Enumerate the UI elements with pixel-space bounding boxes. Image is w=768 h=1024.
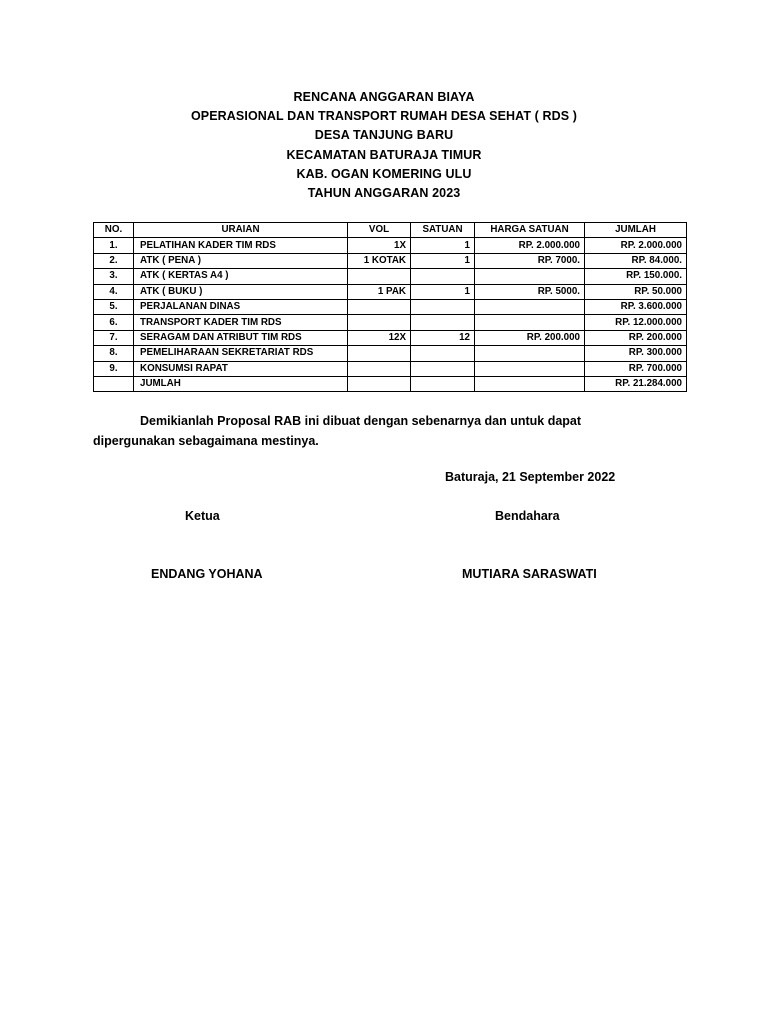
cell-uraian: ATK ( BUKU ) xyxy=(134,284,348,299)
cell-jumlah: RP. 12.000.000 xyxy=(585,315,687,330)
table-header-row xyxy=(94,223,687,238)
cell-jumlah: RP. 700.000 xyxy=(585,361,687,376)
cell-uraian: PELATIHAN KADER TIM RDS xyxy=(134,238,348,253)
cell-jumlah: RP. 3.600.000 xyxy=(585,299,687,314)
header-village: DESA TANJUNG BARU xyxy=(314,128,454,143)
cell-jumlah: RP. 150.000. xyxy=(585,269,687,284)
cell-satuan xyxy=(411,346,475,361)
table-row xyxy=(94,346,687,361)
header-subtitle: OPERASIONAL DAN TRANSPORT RUMAH DESA SEHAT ( RDS ) xyxy=(190,109,578,124)
cell-vol: 1 KOTAK xyxy=(348,253,411,268)
signature-name-right: MUTIARA SARASWATI xyxy=(462,567,597,581)
header-year: TAHUN ANGGARAN 2023 xyxy=(307,186,461,201)
cell-uraian: ATK ( PENA ) xyxy=(134,253,348,268)
cell-jumlah: RP. 200.000 xyxy=(585,330,687,345)
cell-no: 4. xyxy=(94,284,134,299)
table-row xyxy=(94,361,687,376)
cell-uraian: PEMELIHARAAN SEKRETARIAT RDS xyxy=(134,346,348,361)
cell-vol-empty xyxy=(348,376,411,391)
cell-harga: RP. 5000. xyxy=(475,284,585,299)
cell-satuan xyxy=(411,315,475,330)
cell-vol xyxy=(348,299,411,314)
column-header-no: NO. xyxy=(94,223,134,238)
signature-role-left: Ketua xyxy=(185,509,220,523)
header-regency: KAB. OGAN KOMERING ULU xyxy=(296,166,472,181)
signature-role-right: Bendahara xyxy=(495,509,560,523)
cell-harga: RP. 200.000 xyxy=(475,330,585,345)
cell-no: 6. xyxy=(94,315,134,330)
cell-vol xyxy=(348,346,411,361)
table-row xyxy=(94,284,687,299)
cell-jumlah: RP. 2.000.000 xyxy=(585,238,687,253)
cell-uraian: ATK ( KERTAS A4 ) xyxy=(134,269,348,284)
cell-harga xyxy=(475,346,585,361)
total-label: JUMLAH xyxy=(134,376,348,391)
cell-no-empty xyxy=(94,376,134,391)
cell-uraian: KONSUMSI RAPAT xyxy=(134,361,348,376)
total-value: RP. 21.284.000 xyxy=(585,376,687,391)
table-row xyxy=(94,315,687,330)
cell-jumlah: RP. 50.000 xyxy=(585,284,687,299)
table-row xyxy=(94,238,687,253)
table-row xyxy=(94,269,687,284)
cell-satuan xyxy=(411,361,475,376)
column-header-vol: VOL xyxy=(348,223,411,238)
cell-uraian: SERAGAM DAN ATRIBUT TIM RDS xyxy=(134,330,348,345)
cell-harga: RP. 7000. xyxy=(475,253,585,268)
cell-no: 9. xyxy=(94,361,134,376)
cell-no: 2. xyxy=(94,253,134,268)
cell-harga-empty xyxy=(475,376,585,391)
cell-uraian: PERJALANAN DINAS xyxy=(134,299,348,314)
cell-vol xyxy=(348,315,411,330)
cell-no: 8. xyxy=(94,346,134,361)
header-title: RENCANA ANGGARAN BIAYA xyxy=(293,90,475,104)
cell-no: 3. xyxy=(94,269,134,284)
closing-line-1: Demikianlah Proposal RAB ini dibuat dengan sebenarnya dan untuk dapat xyxy=(140,414,582,428)
cell-uraian: TRANSPORT KADER TIM RDS xyxy=(134,315,348,330)
cell-vol: 1 PAK xyxy=(348,284,411,299)
cell-harga xyxy=(475,269,585,284)
cell-no: 7. xyxy=(94,330,134,345)
signature-name-left: ENDANG YOHANA xyxy=(151,567,263,581)
cell-satuan: 12 xyxy=(411,330,475,345)
cell-satuan: 1 xyxy=(411,238,475,253)
cell-harga xyxy=(475,315,585,330)
table-row xyxy=(94,253,687,268)
document-header xyxy=(0,88,768,203)
cell-harga xyxy=(475,299,585,314)
place-date: Baturaja, 21 September 2022 xyxy=(445,470,616,484)
table-row xyxy=(94,330,687,345)
cell-vol: 12X xyxy=(348,330,411,345)
cell-harga xyxy=(475,361,585,376)
cell-no: 5. xyxy=(94,299,134,314)
table-row xyxy=(94,299,687,314)
header-district: KECAMATAN BATURAJA TIMUR xyxy=(286,147,482,162)
closing-paragraph xyxy=(93,411,693,451)
column-header-satuan: SATUAN xyxy=(411,223,475,238)
cell-vol xyxy=(348,269,411,284)
cell-no: 1. xyxy=(94,238,134,253)
column-header-uraian: URAIAN xyxy=(134,223,348,238)
cell-vol: 1X xyxy=(348,238,411,253)
column-header-harga-satuan: HARGA SATUAN xyxy=(475,223,585,238)
column-header-jumlah: JUMLAH xyxy=(585,223,687,238)
cell-satuan-empty xyxy=(411,376,475,391)
cell-vol xyxy=(348,361,411,376)
cell-jumlah: RP. 84.000. xyxy=(585,253,687,268)
cell-satuan xyxy=(411,299,475,314)
cell-jumlah: RP. 300.000 xyxy=(585,346,687,361)
closing-line-2: dipergunakan sebagaimana mestinya. xyxy=(93,434,319,448)
total-row xyxy=(94,376,687,391)
cell-harga: RP. 2.000.000 xyxy=(475,238,585,253)
cell-satuan: 1 xyxy=(411,253,475,268)
cell-satuan xyxy=(411,269,475,284)
cell-satuan: 1 xyxy=(411,284,475,299)
budget-table xyxy=(93,222,687,392)
